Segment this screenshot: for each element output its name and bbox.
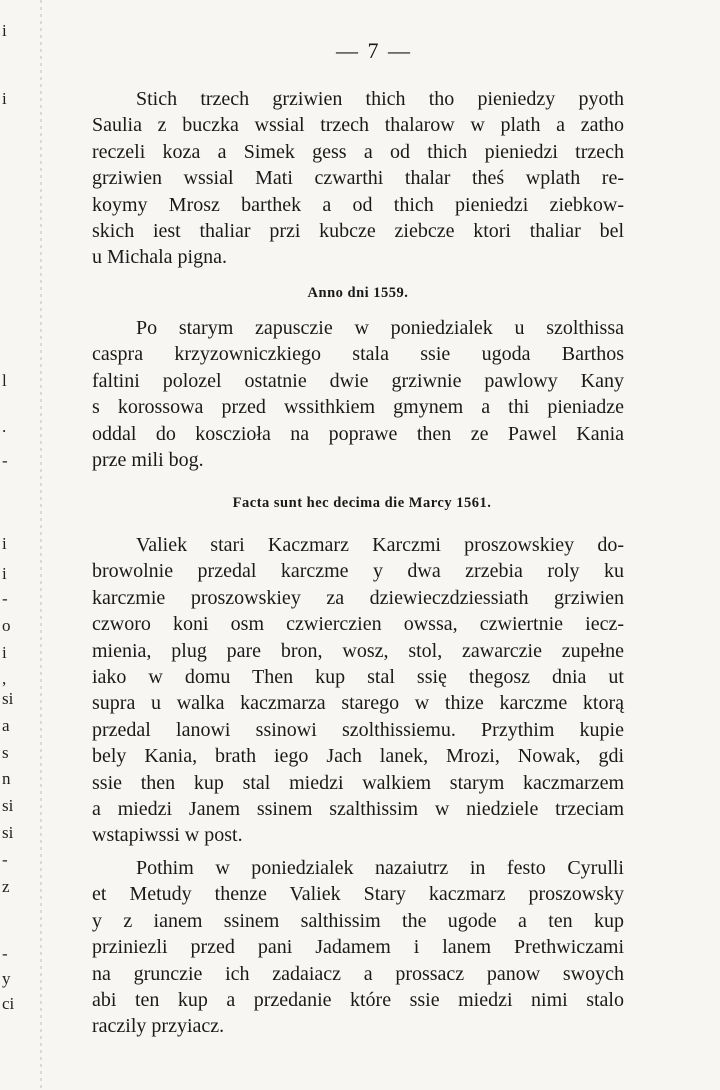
text-line: u Michala pigna. — [92, 246, 227, 269]
gutter-char: a — [2, 716, 10, 735]
facing-page-gutter — [0, 0, 24, 1090]
text-line: skich iest thaliar przi kubcze ziebcze ktori thaliar bel — [92, 220, 624, 243]
text-line: Pothim w poniedzialek nazaiutrz in festo Cyrulli — [136, 857, 624, 879]
text-line: faltini polozel ostatnie dwie grziwnie pawlowy Kany — [92, 369, 624, 392]
gutter-char: o — [2, 616, 11, 635]
gutter-char: i — [2, 21, 7, 40]
text-line: et Metudy thenze Valiek Stary kaczmarz proszowsky — [92, 883, 624, 906]
gutter-char: z — [2, 877, 10, 896]
section-heading-anno-1559: Anno dni 1559. — [307, 285, 409, 301]
gutter-char: - — [2, 944, 8, 963]
page-number: — 7 — — [336, 38, 412, 63]
page-fold — [40, 0, 42, 1090]
gutter-char: , — [2, 669, 7, 688]
gutter-char: i — [2, 564, 7, 583]
gutter-char: s — [2, 743, 9, 762]
text-line: Saulia z buczka wssial trzech thalarow w plath a zatho — [92, 114, 624, 137]
text-line: abi ten kup a przedanie które ssie miedzi nimi stalo — [92, 989, 624, 1012]
text-line: Valiek stari Kaczmarz Karczmi proszowskiey do- — [136, 534, 624, 556]
text-line: grziwien wssial Mati czwarthi thalar theś wplath re- — [92, 167, 624, 190]
text-line: przedal lanowi ssinowi szolthissiemu. Przythim kupie — [92, 718, 624, 741]
text-line: caspra krzyzowniczkiego stala ssie ugoda Barthos — [92, 343, 624, 366]
text-line: na grunczie ich zadaiacz a prossacz panow swoych — [92, 962, 624, 985]
paragraph-3 — [92, 532, 624, 849]
text-line: czworo koni osm czwierczien owssa, czwiertnie iecz- — [92, 613, 624, 636]
gutter-char: - — [2, 850, 8, 869]
text-line: Po starym zapusczie w poniedzialek u szolthissa — [136, 317, 624, 339]
text-line: karczmie proszowskiey za dziewieczdziessiath grziwien — [92, 586, 624, 609]
text-line: bely Kania, brath iego Jach lanek, Mrozi, Nowak, gdi — [92, 745, 624, 768]
text-line: supra u walka kaczmarza starego w thize karczme ktorą — [92, 692, 624, 715]
text-line: y z ianem ssinem salthissim the ugode a ten kup — [92, 909, 624, 932]
text-line: raczily przyiacz. — [92, 1015, 225, 1038]
paragraph-1 — [92, 86, 624, 271]
gutter-char: n — [2, 769, 11, 788]
gutter-char: si — [2, 689, 14, 708]
gutter-char: i — [2, 643, 7, 662]
gutter-char: y — [2, 969, 11, 988]
text-line: browolnie przedal karczme y dwa zrzebia roly ku — [92, 560, 624, 583]
text-line: koymy Mrosz barthek a od thich pieniedzi ziebkow- — [92, 193, 624, 216]
text-line: ssie then kup stal miedzi walkiem starym kaczmarzem — [92, 771, 624, 794]
gutter-char: si — [2, 796, 14, 815]
gutter-char: - — [2, 451, 8, 470]
gutter-char: . — [2, 417, 7, 436]
text-line: wstapiwssi w post. — [92, 824, 243, 847]
text-line: s korossowa przed wssithkiem gmynem a thi pieniadze — [92, 396, 624, 419]
gutter-char: ci — [2, 994, 15, 1013]
section-heading-facta-1561: Facta sunt hec decima die Marcy 1561. — [232, 495, 492, 511]
paragraph-4 — [92, 855, 624, 1040]
text-line: reczeli koza a Simek gess a od thich pieniedzi trzech — [92, 140, 624, 163]
gutter-char: - — [2, 589, 8, 608]
text-line: prziniezli przed pani Jadamem i lanem Prethwiczami — [92, 936, 624, 959]
text-line: iako w domu Then kup stal ssię thegosz dnia ut — [92, 666, 624, 689]
text-line: prze mili bog. — [92, 449, 204, 472]
gutter-char: l — [2, 371, 7, 390]
gutter-char: si — [2, 823, 14, 842]
text-line: oddal do kosczioła na poprawe then ze Pawel Kania — [92, 422, 624, 445]
gutter-char: i — [2, 534, 7, 553]
text-line: Stich trzech grziwien thich tho pieniedzy pyoth — [136, 88, 624, 110]
paragraph-2 — [92, 315, 624, 473]
gutter-char: i — [2, 89, 7, 108]
text-line: mienia, plug pare bron, wosz, stol, zawarczie zupełne — [92, 639, 624, 662]
text-line: a miedzi Janem ssinem szalthissim w niedziele trzeciam — [92, 798, 624, 821]
